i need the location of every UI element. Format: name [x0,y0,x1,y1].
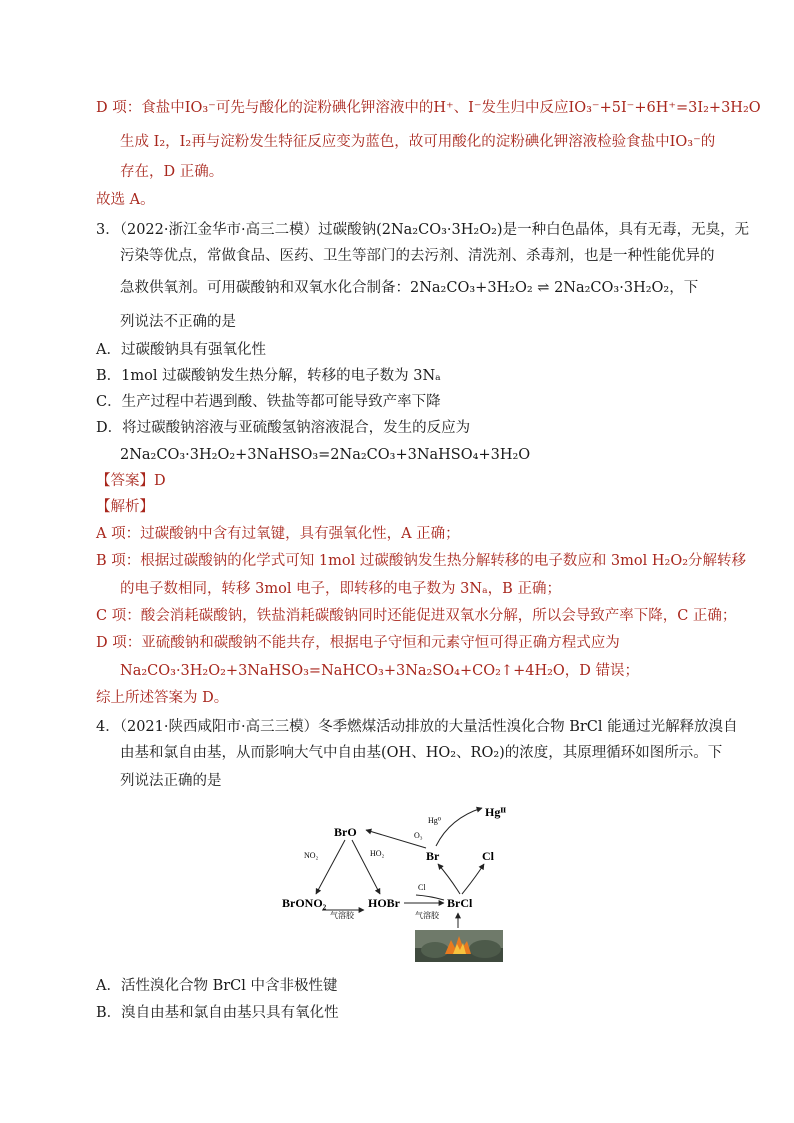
question-3-stem-line4: 列说法不正确的是 [120,314,236,330]
explanation-d-line1: D 项：食盐中IO₃⁻可先与酸化的淀粉碘化钾溶液中的H⁺、I⁻发生归中反应IO₃⁻+5I⁻+6H⁺=3I₂+3H₂O [96,100,761,116]
analysis-d-line1: D 项：亚硫酸钠和碳酸钠不能共存，根据电子守恒和元素守恒可得正确方程式应为 [96,635,620,651]
question-3-stem-line3: 急救供氧剂。可用碳酸钠和双氧水化合制备：2Na₂CO₃+3H₂O₂ ⇌ 2Na₂CO₃·3H₂O₂，下 [120,280,699,296]
node-brono2: BrONO₂ [282,896,327,910]
node-bro: BrO [334,825,357,839]
arrow-hg-hgii [436,808,482,846]
label-hg0: Hg⁰ [428,816,441,825]
label-aerosol-2: 气溶胶 [415,911,439,920]
analysis-b-line1: B 项：根据过碳酸钠的化学式可知 1mol 过碳酸钠发生热分解转移的电子数应和 3mol H₂O₂分解转移 [96,553,747,569]
arrow-brcl-br [438,864,460,894]
question-4-stem-line2: 由基和氯自由基，从而影响大气中自由基(OH、HO₂、RO₂)的浓度，其原理循环如图所示。下 [120,745,723,761]
node-hobr: HOBr [368,896,400,910]
arrow-brcl-cl [462,864,484,894]
question-3-option-d: D．将过碳酸钠溶液与亚硫酸氢钠溶液混合，发生的反应为 [96,420,471,436]
node-hgii: Hgᴵᴵ [485,805,507,819]
answer-select: 故选 A。 [96,192,155,208]
label-ho2: HO₂ [370,849,385,858]
answer-label: 【答案】D [96,473,166,489]
arrow-cl-join [416,895,444,900]
arrow-bro-brono2 [316,840,345,894]
analysis-a: A 项：过碳酸钠中含有过氧键，具有强氧化性，A 正确； [96,526,460,542]
question-4-option-a: A．活性溴化合物 BrCl 中含非极性键 [96,978,338,994]
question-3-option-c: C．生产过程中若遇到酸、铁盐等都可能导致产率下降 [96,394,441,410]
label-cl-input: Cl [418,883,426,892]
analysis-d-line2: Na₂CO₃·3H₂O₂+3NaHSO₃=NaHCO₃+3Na₂SO₄+CO₂↑+4H₂O，D 错误； [120,663,640,679]
question-3-option-d-equation: 2Na₂CO₃·3H₂O₂+3NaHSO₃=2Na₂CO₃+3NaHSO₄+3H₂O [120,447,531,463]
label-no2: NO₂ [304,851,319,860]
label-o3: O₃ [414,831,423,840]
analysis-c: C 项：酸会消耗碳酸钠，铁盐消耗碳酸钠同时还能促进双氧水分解，所以会导致产率下降，C 正确； [96,608,737,624]
explanation-d-line2: 生成 I₂，I₂再与淀粉发生特征反应变为蓝色，故可用酸化的淀粉碘化钾溶液检验食盐中IO₃⁻的 [120,134,716,150]
question-3-option-b: B．1mol 过碳酸钠发生热分解，转移的电子数为 3Nₐ [96,368,441,384]
question-4-stem-line1: 4．（2021·陕西咸阳市·高三三模）冬季燃煤活动排放的大量活性溴化合物 BrCl 能通过光解释放溴自 [96,719,738,735]
coal-burning-photo [415,930,503,962]
explanation-d-line3: 存在，D 正确。 [120,164,224,180]
node-cl: Cl [482,849,494,863]
label-aerosol-1: 气溶胶 [330,911,354,920]
question-4-stem-line3: 列说法正确的是 [120,773,222,789]
question-3-option-a: A．过碳酸钠具有强氧化性 [96,342,266,358]
node-br: Br [426,849,440,863]
question-3-stem-line2: 污染等优点，常做食品、医药、卫生等部门的去污剂、清洗剂、杀毒剂，也是一种性能优异的 [120,248,715,264]
analysis-summary: 综上所述答案为 D。 [96,690,229,706]
node-brcl: BrCl [447,896,473,910]
question-4-option-b: B．溴自由基和氯自由基只具有氧化性 [96,1005,339,1021]
analysis-label: 【解析】 [96,499,154,515]
question-3-stem-line1: 3．（2022·浙江金华市·高三二模）过碳酸钠(2Na₂CO₃·3H₂O₂)是一种白色晶体，具有无毒，无臭，无 [96,222,750,238]
analysis-b-line2: 的电子数相同，转移 3mol 电子，即转移的电子数为 3Nₐ，B 正确； [120,581,561,597]
